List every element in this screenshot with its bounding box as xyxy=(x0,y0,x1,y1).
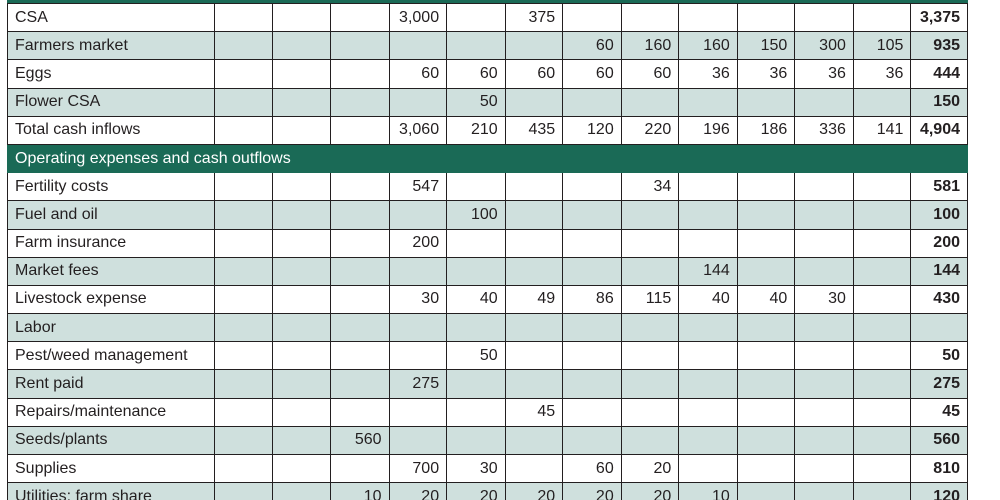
table-cell xyxy=(679,229,738,257)
table-cell xyxy=(853,398,911,426)
table-cell: 120 xyxy=(563,116,622,144)
table-cell xyxy=(563,257,622,285)
table-cell xyxy=(737,173,795,201)
table-cell xyxy=(853,285,911,313)
table-cell: 36 xyxy=(737,60,795,88)
table-cell xyxy=(505,229,563,257)
table-cell xyxy=(214,201,273,229)
table-cell: 20 xyxy=(563,483,622,500)
table-cell xyxy=(853,426,911,454)
table-cell xyxy=(679,88,738,116)
table-cell xyxy=(331,398,390,426)
row-label: Eggs xyxy=(8,60,215,88)
table-cell xyxy=(214,426,273,454)
table-cell xyxy=(389,88,447,116)
row-total: 275 xyxy=(911,370,968,398)
table-cell xyxy=(679,173,738,201)
row-label: CSA xyxy=(8,4,215,32)
table-cell xyxy=(795,370,854,398)
table-cell: 200 xyxy=(389,229,447,257)
table-cell xyxy=(621,370,679,398)
table-body xyxy=(8,4,968,500)
table-cell: 220 xyxy=(621,116,679,144)
table-cell xyxy=(505,342,563,370)
table-cell xyxy=(621,398,679,426)
table-cell xyxy=(331,32,390,60)
row-label: Labor xyxy=(8,314,215,342)
cash-flow-table-container xyxy=(7,0,968,500)
section-header-label: Operating expenses and cash outflows xyxy=(8,144,968,172)
table-cell xyxy=(563,4,622,32)
row-total: 200 xyxy=(911,229,968,257)
table-cell: 186 xyxy=(737,116,795,144)
row-total: 50 xyxy=(911,342,968,370)
row-label: Market fees xyxy=(8,257,215,285)
table-cell xyxy=(795,398,854,426)
table-cell xyxy=(679,4,738,32)
table-cell xyxy=(737,342,795,370)
table-cell xyxy=(621,4,679,32)
table-row xyxy=(8,201,968,229)
table-cell xyxy=(563,314,622,342)
table-cell xyxy=(273,426,331,454)
table-cell xyxy=(389,257,447,285)
table-cell: 300 xyxy=(795,32,854,60)
table-cell xyxy=(621,314,679,342)
row-total: 935 xyxy=(911,32,968,60)
row-total: 100 xyxy=(911,201,968,229)
table-cell: 141 xyxy=(853,116,911,144)
table-cell xyxy=(737,4,795,32)
table-row xyxy=(8,314,968,342)
table-cell: 50 xyxy=(447,342,506,370)
table-cell xyxy=(273,285,331,313)
cash-flow-table xyxy=(7,3,968,500)
table-cell xyxy=(679,314,738,342)
table-cell: 10 xyxy=(679,483,738,500)
table-cell xyxy=(737,257,795,285)
table-cell xyxy=(273,229,331,257)
table-cell xyxy=(795,455,854,483)
row-label: Fertility costs xyxy=(8,173,215,201)
row-total: 444 xyxy=(911,60,968,88)
table-cell: 60 xyxy=(447,60,506,88)
table-cell: 30 xyxy=(447,455,506,483)
table-cell xyxy=(331,229,390,257)
table-cell: 115 xyxy=(621,285,679,313)
row-total: 45 xyxy=(911,398,968,426)
table-cell xyxy=(214,455,273,483)
table-cell: 40 xyxy=(737,285,795,313)
table-cell xyxy=(331,60,390,88)
table-cell xyxy=(273,201,331,229)
table-cell xyxy=(737,455,795,483)
row-label: Pest/weed management xyxy=(8,342,215,370)
table-cell xyxy=(331,342,390,370)
table-cell xyxy=(331,173,390,201)
row-label: Seeds/plants xyxy=(8,426,215,454)
table-cell xyxy=(331,257,390,285)
table-cell xyxy=(214,229,273,257)
table-cell: 20 xyxy=(621,455,679,483)
table-cell: 49 xyxy=(505,285,563,313)
table-cell xyxy=(505,32,563,60)
table-cell xyxy=(853,342,911,370)
table-cell: 210 xyxy=(447,116,506,144)
table-cell: 160 xyxy=(679,32,738,60)
table-cell xyxy=(621,88,679,116)
table-cell: 60 xyxy=(563,60,622,88)
table-cell: 20 xyxy=(447,483,506,500)
table-cell xyxy=(505,455,563,483)
table-cell xyxy=(853,88,911,116)
table-cell xyxy=(214,173,273,201)
table-cell xyxy=(273,342,331,370)
table-row xyxy=(8,398,968,426)
table-cell: 275 xyxy=(389,370,447,398)
row-total: 581 xyxy=(911,173,968,201)
table-row xyxy=(8,370,968,398)
table-cell: 100 xyxy=(447,201,506,229)
table-cell xyxy=(389,426,447,454)
table-cell xyxy=(795,257,854,285)
table-cell: 60 xyxy=(563,32,622,60)
table-cell xyxy=(447,314,506,342)
table-cell xyxy=(853,483,911,500)
table-cell: 30 xyxy=(389,285,447,313)
table-cell xyxy=(679,370,738,398)
table-row xyxy=(8,4,968,32)
row-total: 150 xyxy=(911,88,968,116)
table-cell xyxy=(214,483,273,500)
table-row xyxy=(8,285,968,313)
row-label: Rent paid xyxy=(8,370,215,398)
row-label: Flower CSA xyxy=(8,88,215,116)
table-cell xyxy=(563,370,622,398)
table-cell xyxy=(853,201,911,229)
table-cell xyxy=(563,229,622,257)
row-total: 120 xyxy=(911,483,968,500)
table-cell xyxy=(505,173,563,201)
table-cell: 20 xyxy=(505,483,563,500)
row-label: Repairs/maintenance xyxy=(8,398,215,426)
table-cell xyxy=(331,88,390,116)
table-row xyxy=(8,229,968,257)
table-cell xyxy=(795,483,854,500)
table-cell: 160 xyxy=(621,32,679,60)
table-cell xyxy=(447,257,506,285)
row-label: Livestock expense xyxy=(8,285,215,313)
table-cell xyxy=(447,398,506,426)
row-label: Fuel and oil xyxy=(8,201,215,229)
row-label: Total cash inflows xyxy=(8,116,215,144)
table-cell xyxy=(389,314,447,342)
table-cell: 375 xyxy=(505,4,563,32)
table-cell xyxy=(737,314,795,342)
table-cell xyxy=(214,370,273,398)
table-cell xyxy=(447,370,506,398)
table-cell xyxy=(621,426,679,454)
row-total: 4,904 xyxy=(911,116,968,144)
table-cell xyxy=(214,398,273,426)
table-cell xyxy=(331,285,390,313)
table-cell xyxy=(273,88,331,116)
row-total: 3,375 xyxy=(911,4,968,32)
table-cell xyxy=(563,201,622,229)
table-cell xyxy=(795,88,854,116)
table-cell xyxy=(331,201,390,229)
table-cell xyxy=(273,257,331,285)
table-row xyxy=(8,455,968,483)
table-cell xyxy=(389,201,447,229)
table-cell xyxy=(679,201,738,229)
table-cell xyxy=(505,314,563,342)
table-cell xyxy=(795,173,854,201)
table-row xyxy=(8,116,968,144)
table-cell: 40 xyxy=(447,285,506,313)
table-row xyxy=(8,173,968,201)
table-cell xyxy=(273,60,331,88)
table-cell xyxy=(505,88,563,116)
table-cell xyxy=(331,455,390,483)
table-cell xyxy=(273,483,331,500)
table-cell xyxy=(737,201,795,229)
table-cell xyxy=(447,229,506,257)
table-cell xyxy=(447,426,506,454)
table-cell xyxy=(737,88,795,116)
row-total: 560 xyxy=(911,426,968,454)
table-cell xyxy=(795,314,854,342)
table-cell: 40 xyxy=(679,285,738,313)
table-cell xyxy=(273,398,331,426)
table-cell xyxy=(505,426,563,454)
table-cell: 60 xyxy=(563,455,622,483)
table-cell xyxy=(447,4,506,32)
row-label: Farm insurance xyxy=(8,229,215,257)
row-label: Supplies xyxy=(8,455,215,483)
table-cell: 60 xyxy=(621,60,679,88)
table-cell xyxy=(214,257,273,285)
table-cell xyxy=(331,370,390,398)
table-row xyxy=(8,60,968,88)
table-cell xyxy=(389,398,447,426)
table-cell xyxy=(853,314,911,342)
table-cell: 30 xyxy=(795,285,854,313)
table-cell xyxy=(214,342,273,370)
table-cell xyxy=(331,314,390,342)
table-cell xyxy=(563,398,622,426)
table-cell xyxy=(563,173,622,201)
table-cell xyxy=(563,342,622,370)
table-cell: 150 xyxy=(737,32,795,60)
table-cell xyxy=(621,257,679,285)
table-cell xyxy=(505,370,563,398)
table-cell xyxy=(273,4,331,32)
table-cell xyxy=(679,426,738,454)
table-cell xyxy=(331,4,390,32)
table-cell xyxy=(214,314,273,342)
table-cell xyxy=(679,455,738,483)
table-cell: 547 xyxy=(389,173,447,201)
table-cell: 50 xyxy=(447,88,506,116)
table-cell: 36 xyxy=(795,60,854,88)
table-cell xyxy=(214,60,273,88)
table-cell xyxy=(679,342,738,370)
table-cell xyxy=(679,398,738,426)
table-cell: 34 xyxy=(621,173,679,201)
table-cell: 3,000 xyxy=(389,4,447,32)
table-cell xyxy=(389,32,447,60)
table-cell: 86 xyxy=(563,285,622,313)
table-cell: 435 xyxy=(505,116,563,144)
row-label: Utilities: farm share xyxy=(8,483,215,500)
table-cell: 700 xyxy=(389,455,447,483)
table-cell xyxy=(273,32,331,60)
table-cell: 336 xyxy=(795,116,854,144)
table-cell xyxy=(214,116,273,144)
table-cell xyxy=(214,32,273,60)
table-cell: 45 xyxy=(505,398,563,426)
table-cell: 105 xyxy=(853,32,911,60)
row-label: Farmers market xyxy=(8,32,215,60)
table-cell xyxy=(447,173,506,201)
table-row xyxy=(8,426,968,454)
table-cell xyxy=(621,201,679,229)
table-cell xyxy=(737,229,795,257)
table-cell: 20 xyxy=(389,483,447,500)
table-cell xyxy=(273,173,331,201)
table-cell xyxy=(214,4,273,32)
table-cell: 60 xyxy=(389,60,447,88)
table-cell: 144 xyxy=(679,257,738,285)
row-total: 810 xyxy=(911,455,968,483)
table-cell xyxy=(331,116,390,144)
table-cell xyxy=(853,257,911,285)
table-cell xyxy=(795,229,854,257)
table-cell xyxy=(273,116,331,144)
table-cell xyxy=(505,257,563,285)
table-cell xyxy=(214,285,273,313)
table-cell xyxy=(737,426,795,454)
table-cell xyxy=(737,398,795,426)
table-cell: 3,060 xyxy=(389,116,447,144)
table-cell xyxy=(795,426,854,454)
table-row xyxy=(8,32,968,60)
section-header-row xyxy=(8,144,968,172)
table-row xyxy=(8,483,968,500)
table-cell xyxy=(447,32,506,60)
table-cell xyxy=(273,455,331,483)
table-cell xyxy=(853,229,911,257)
table-row xyxy=(8,257,968,285)
table-cell xyxy=(563,88,622,116)
table-cell xyxy=(737,483,795,500)
table-cell xyxy=(563,426,622,454)
table-row xyxy=(8,342,968,370)
table-cell xyxy=(621,229,679,257)
table-cell xyxy=(389,342,447,370)
table-cell xyxy=(853,370,911,398)
table-cell xyxy=(795,4,854,32)
table-cell: 196 xyxy=(679,116,738,144)
table-cell: 60 xyxy=(505,60,563,88)
table-cell xyxy=(853,455,911,483)
row-total xyxy=(911,314,968,342)
table-cell xyxy=(795,342,854,370)
table-cell xyxy=(621,342,679,370)
table-cell xyxy=(273,314,331,342)
table-cell xyxy=(737,370,795,398)
row-total: 144 xyxy=(911,257,968,285)
table-cell: 36 xyxy=(679,60,738,88)
table-cell xyxy=(273,370,331,398)
table-cell: 10 xyxy=(331,483,390,500)
table-cell: 560 xyxy=(331,426,390,454)
table-cell xyxy=(853,173,911,201)
table-cell xyxy=(505,201,563,229)
table-cell xyxy=(795,201,854,229)
row-total: 430 xyxy=(911,285,968,313)
table-cell xyxy=(214,88,273,116)
table-cell: 36 xyxy=(853,60,911,88)
table-cell: 20 xyxy=(621,483,679,500)
table-row xyxy=(8,88,968,116)
table-cell xyxy=(853,4,911,32)
